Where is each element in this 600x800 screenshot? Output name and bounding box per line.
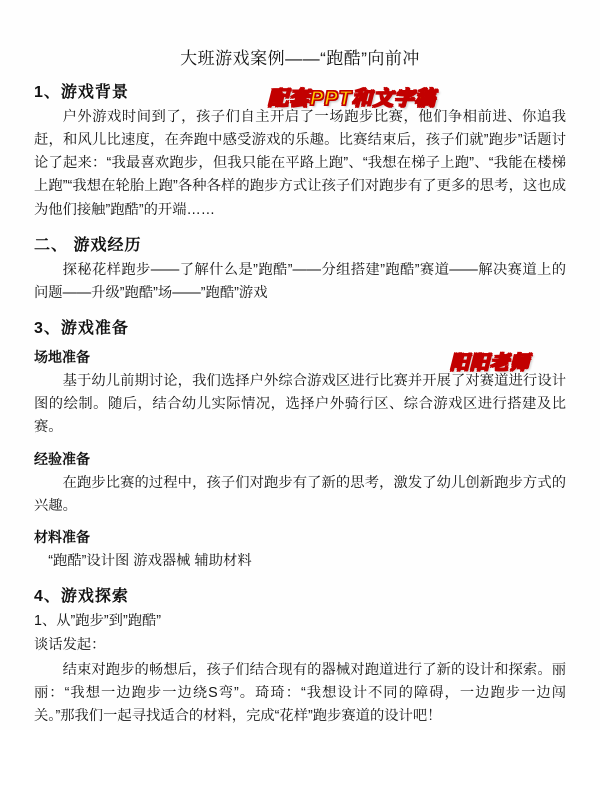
subsection-heading-venue: 场地准备 xyxy=(34,349,90,366)
watermark-teacher-text: 阳阳老师 xyxy=(450,353,531,374)
section-heading xyxy=(34,232,566,255)
section-heading xyxy=(34,583,566,606)
section-heading xyxy=(34,79,566,102)
subsection-paragraph-materials: “跑酷”设计图 游戏器械 辅助材料 xyxy=(48,552,252,569)
subsection-paragraph-experience: 在跑步比赛的过程中，孩子们对跑步有了新的思考，激发了幼儿创新跑步方式的兴趣。 xyxy=(34,474,566,514)
exploration-line-2: 谈话发起： xyxy=(34,636,106,653)
section-heading-text: 1、游戏背景 xyxy=(34,84,129,101)
subsection-paragraph-venue: 基于幼儿前期讨论，我们选择户外综合游戏区进行比赛并开展了对赛道进行设计图的绘制。随后，结合幼儿实际情况，选择户外骑行区、综合游戏区进行搭建及比赛。 xyxy=(34,373,566,436)
section-game-experience xyxy=(34,232,566,305)
subsection-heading-experience: 经验准备 xyxy=(34,450,90,467)
page-bottom-margin xyxy=(0,730,600,800)
section-heading xyxy=(34,315,566,338)
subsection-heading-materials: 材料准备 xyxy=(34,528,90,545)
section-paragraph: 探秘花样跑步——了解什么是”跑酷”——分组搭建”跑酷”赛道——解决赛道上的问题——升级”跑酷”场——”跑酷”游戏 xyxy=(34,261,566,301)
section-game-background xyxy=(34,79,566,222)
section-heading-text: 二、 游戏经历 xyxy=(34,236,142,254)
section-game-preparation xyxy=(34,315,566,573)
page-title: 大班游戏案例——“跑酷”向前冲 xyxy=(180,49,420,68)
exploration-line-1: 1、从”跑步”到”跑酷” xyxy=(34,613,162,630)
watermark-ppt-text: 配套PPT和文字稿 xyxy=(268,88,436,110)
exploration-paragraph: 结束对跑步的畅想后，孩子们结合现有的器械对跑道进行了新的设计和探索。丽丽：“我想一边跑步一边绕S弯”。琦琦：“我想设计不同的障碍，一边跑步一边闯关。”那我们一起寻找适合的材料，完成“花样”跑步赛道的设计吧！ xyxy=(34,661,566,725)
section-heading-text: 3、游戏准备 xyxy=(34,320,129,338)
section-paragraph: 户外游戏时间到了，孩子们自主开启了一场跑步比赛，他们争相前进、你追我赶，和风儿比速度，在奔跑中感受游戏的乐趣。比赛结束后，孩子们就”跑步”话题讨论了起来：“我最喜欢跑步，但我只能在平路上跑”、“我想在梯子上跑”、“我能在楼梯上跑”“我想在轮胎上跑”各种各样的跑步方式让孩子们对跑步有了更多的思考，这也成为他们接触”跑酷”的开端…… xyxy=(34,109,566,218)
section-game-exploration xyxy=(34,583,566,728)
section-heading-text: 4、游戏探索 xyxy=(34,588,129,606)
